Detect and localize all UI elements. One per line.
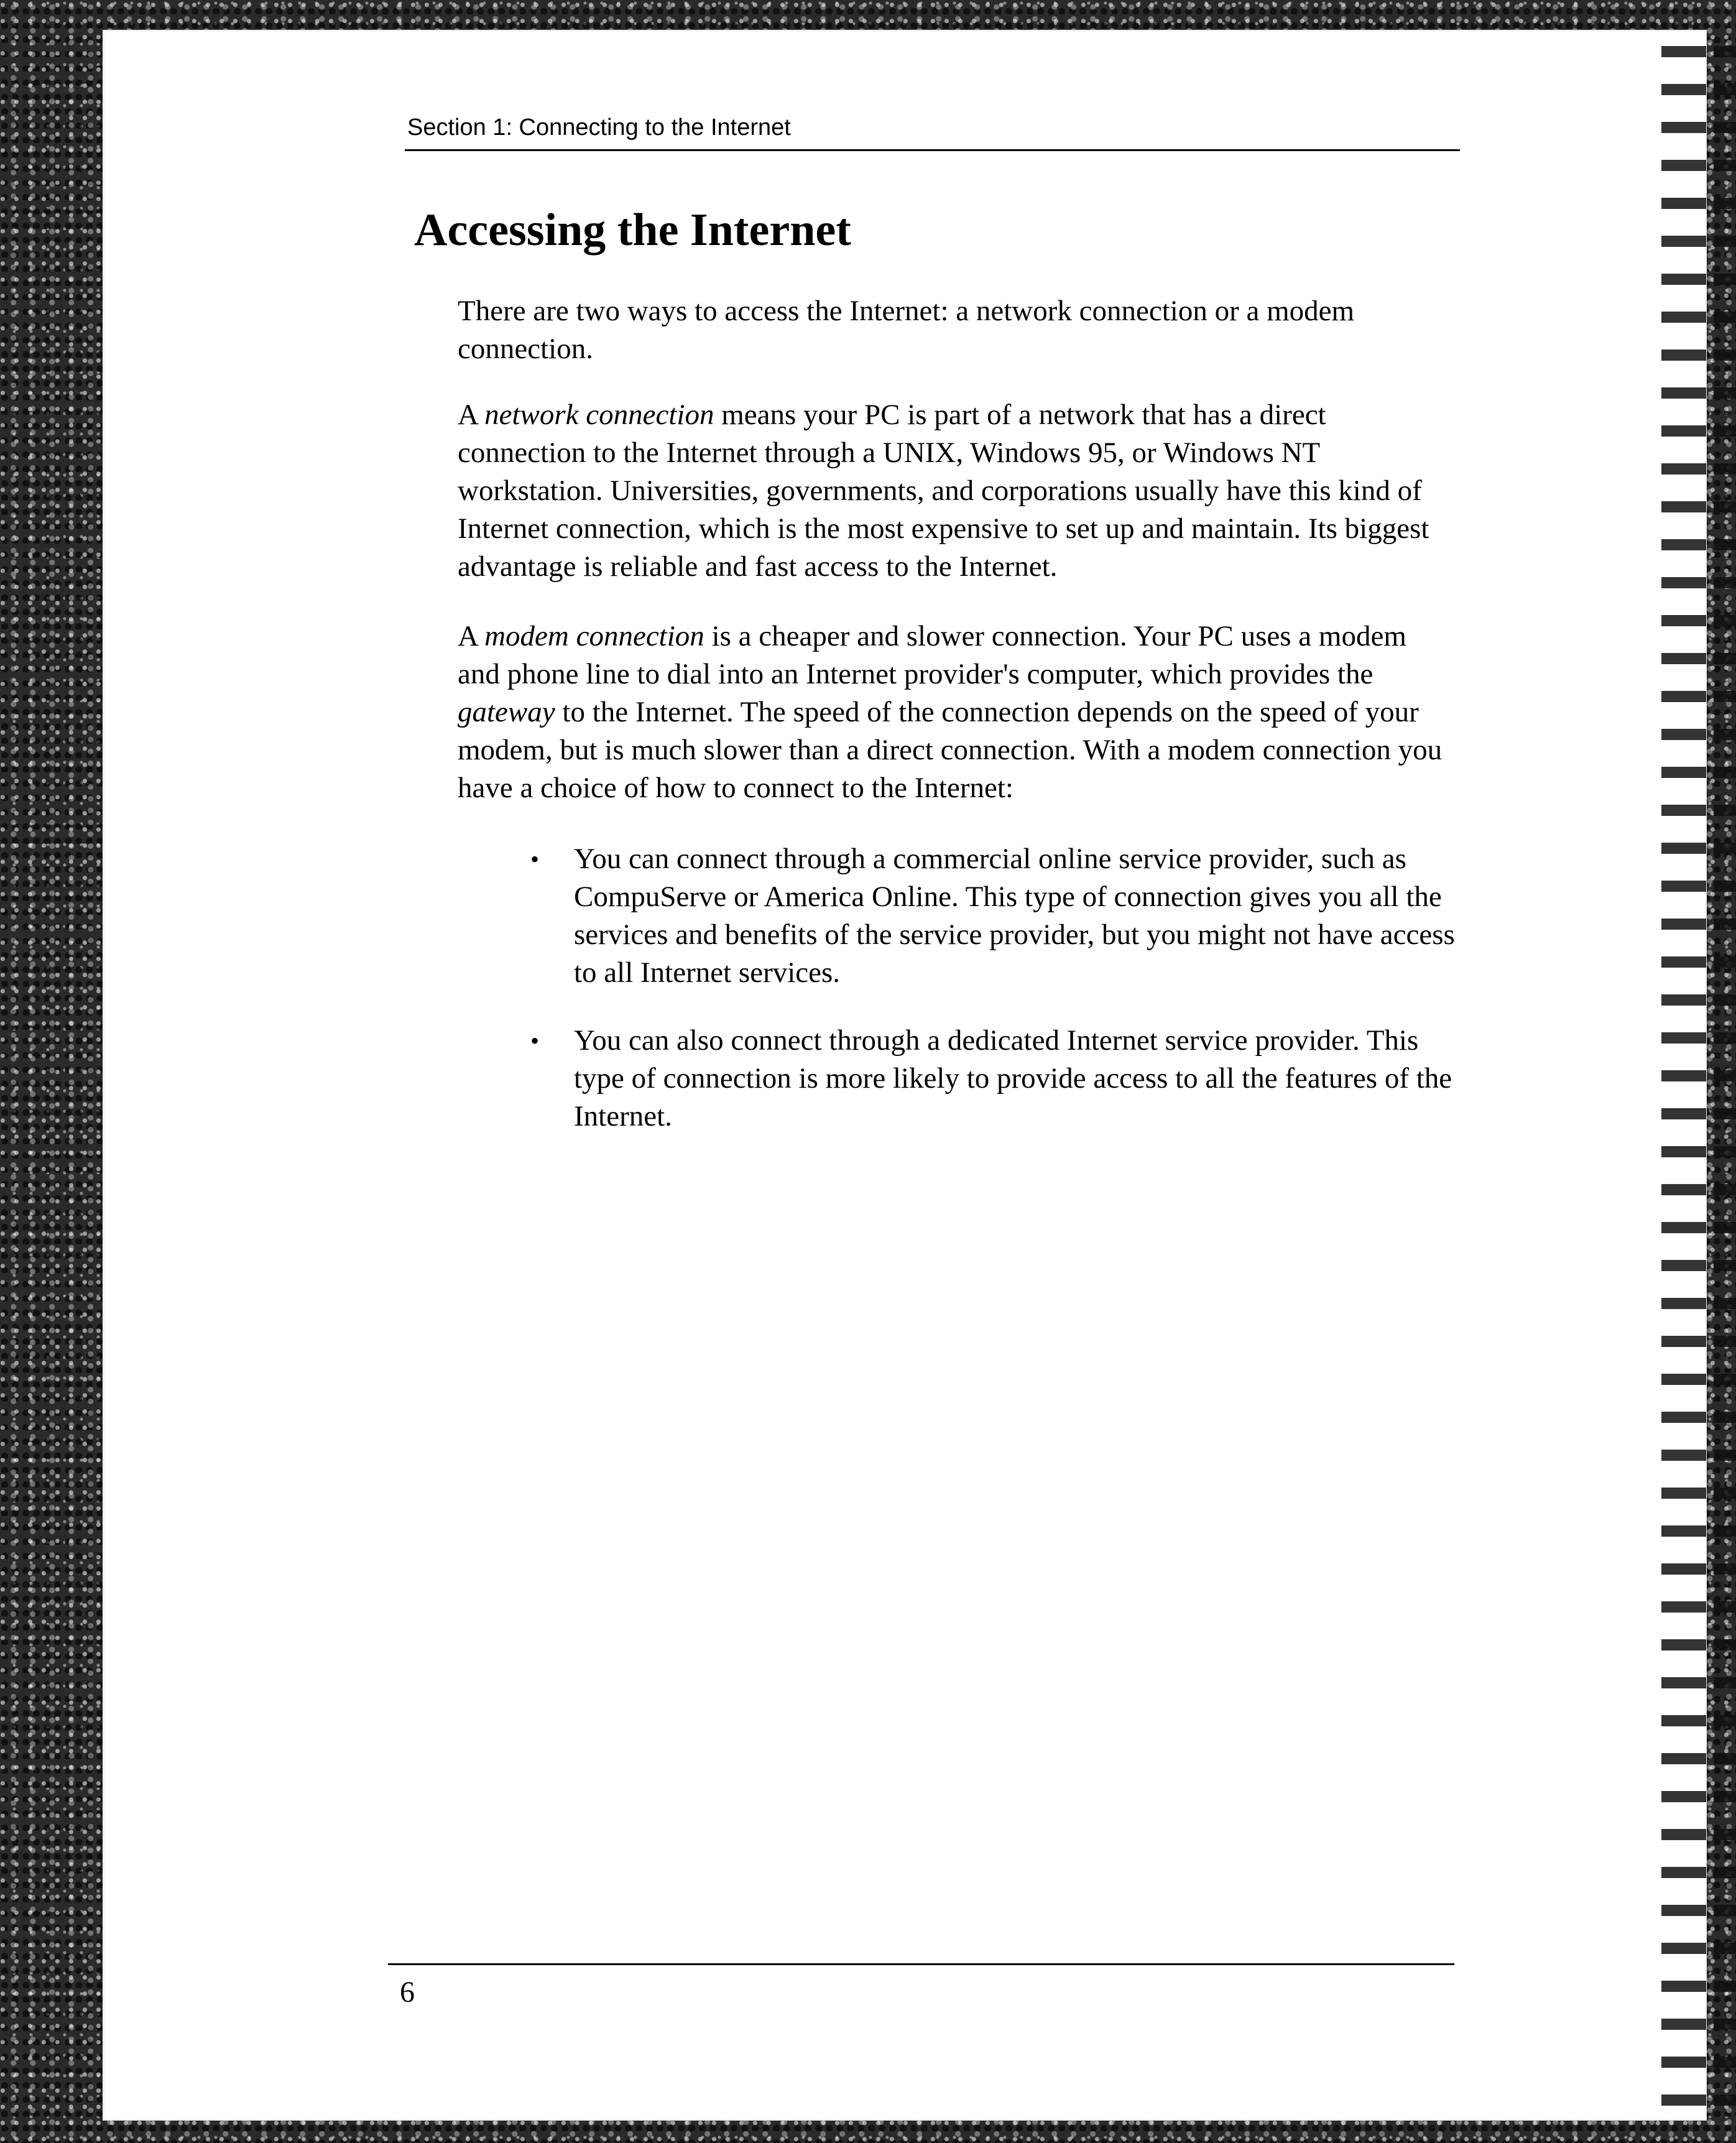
paragraph-network-text: means your PC is part of a network that has a direct connection to the Internet through a UNIX, Windows 95, or Windows NT workstation. Universities, governments, and corporations usually have this kind of Internet connection, which is the most expensive to set up and maintain. Its biggest advantage is reliable and fast access to the Internet. (458, 399, 1429, 583)
paragraph-intro-text: There are two ways to access the Internet: a network connection or a modem connection. (458, 295, 1355, 365)
running-header: Section 1: Connecting to the Internet (407, 114, 791, 141)
term-modem-connection: modem connection (484, 620, 704, 652)
paragraph-network (458, 396, 1452, 586)
header-rule (405, 149, 1460, 151)
paragraph-modem (458, 618, 1452, 807)
paragraph-modem-text-2: to the Internet. The speed of the connection depends on the speed of your modem, but is much slower than a direct connection. With a modem connection you have a choice of how to connect to the Internet: (458, 696, 1443, 804)
term-gateway: gateway (458, 696, 555, 728)
paragraph-modem-text-1: is a cheaper and slower connection. Your PC uses a modem and phone line to dial into an Internet provider's computer, which provides the (458, 620, 1406, 690)
paragraph-modem-prefix: A (458, 620, 485, 652)
footer-rule (388, 1963, 1454, 1965)
page-title: Accessing the Internet (414, 205, 851, 256)
page-number: 6 (400, 1976, 415, 2009)
bullet-icon: • (530, 845, 540, 873)
paragraph-intro (458, 292, 1452, 368)
list-item-text: You can also connect through a dedicated Internet service provider. This type of connection is more likely to provide access to all the features of the Internet. (574, 1024, 1452, 1132)
list-item (530, 1022, 1457, 1136)
list-item (530, 840, 1457, 992)
paragraph-network-prefix: A (458, 399, 485, 431)
term-network-connection: network connection (484, 399, 714, 431)
bullet-icon: • (530, 1027, 540, 1055)
list-item-text: You can connect through a commercial online service provider, such as CompuServe or America Online. This type of connection gives you all the services and benefits of the service provider, but you might not have access to all Internet services. (574, 843, 1455, 989)
spiral-binding (1661, 30, 1736, 2121)
